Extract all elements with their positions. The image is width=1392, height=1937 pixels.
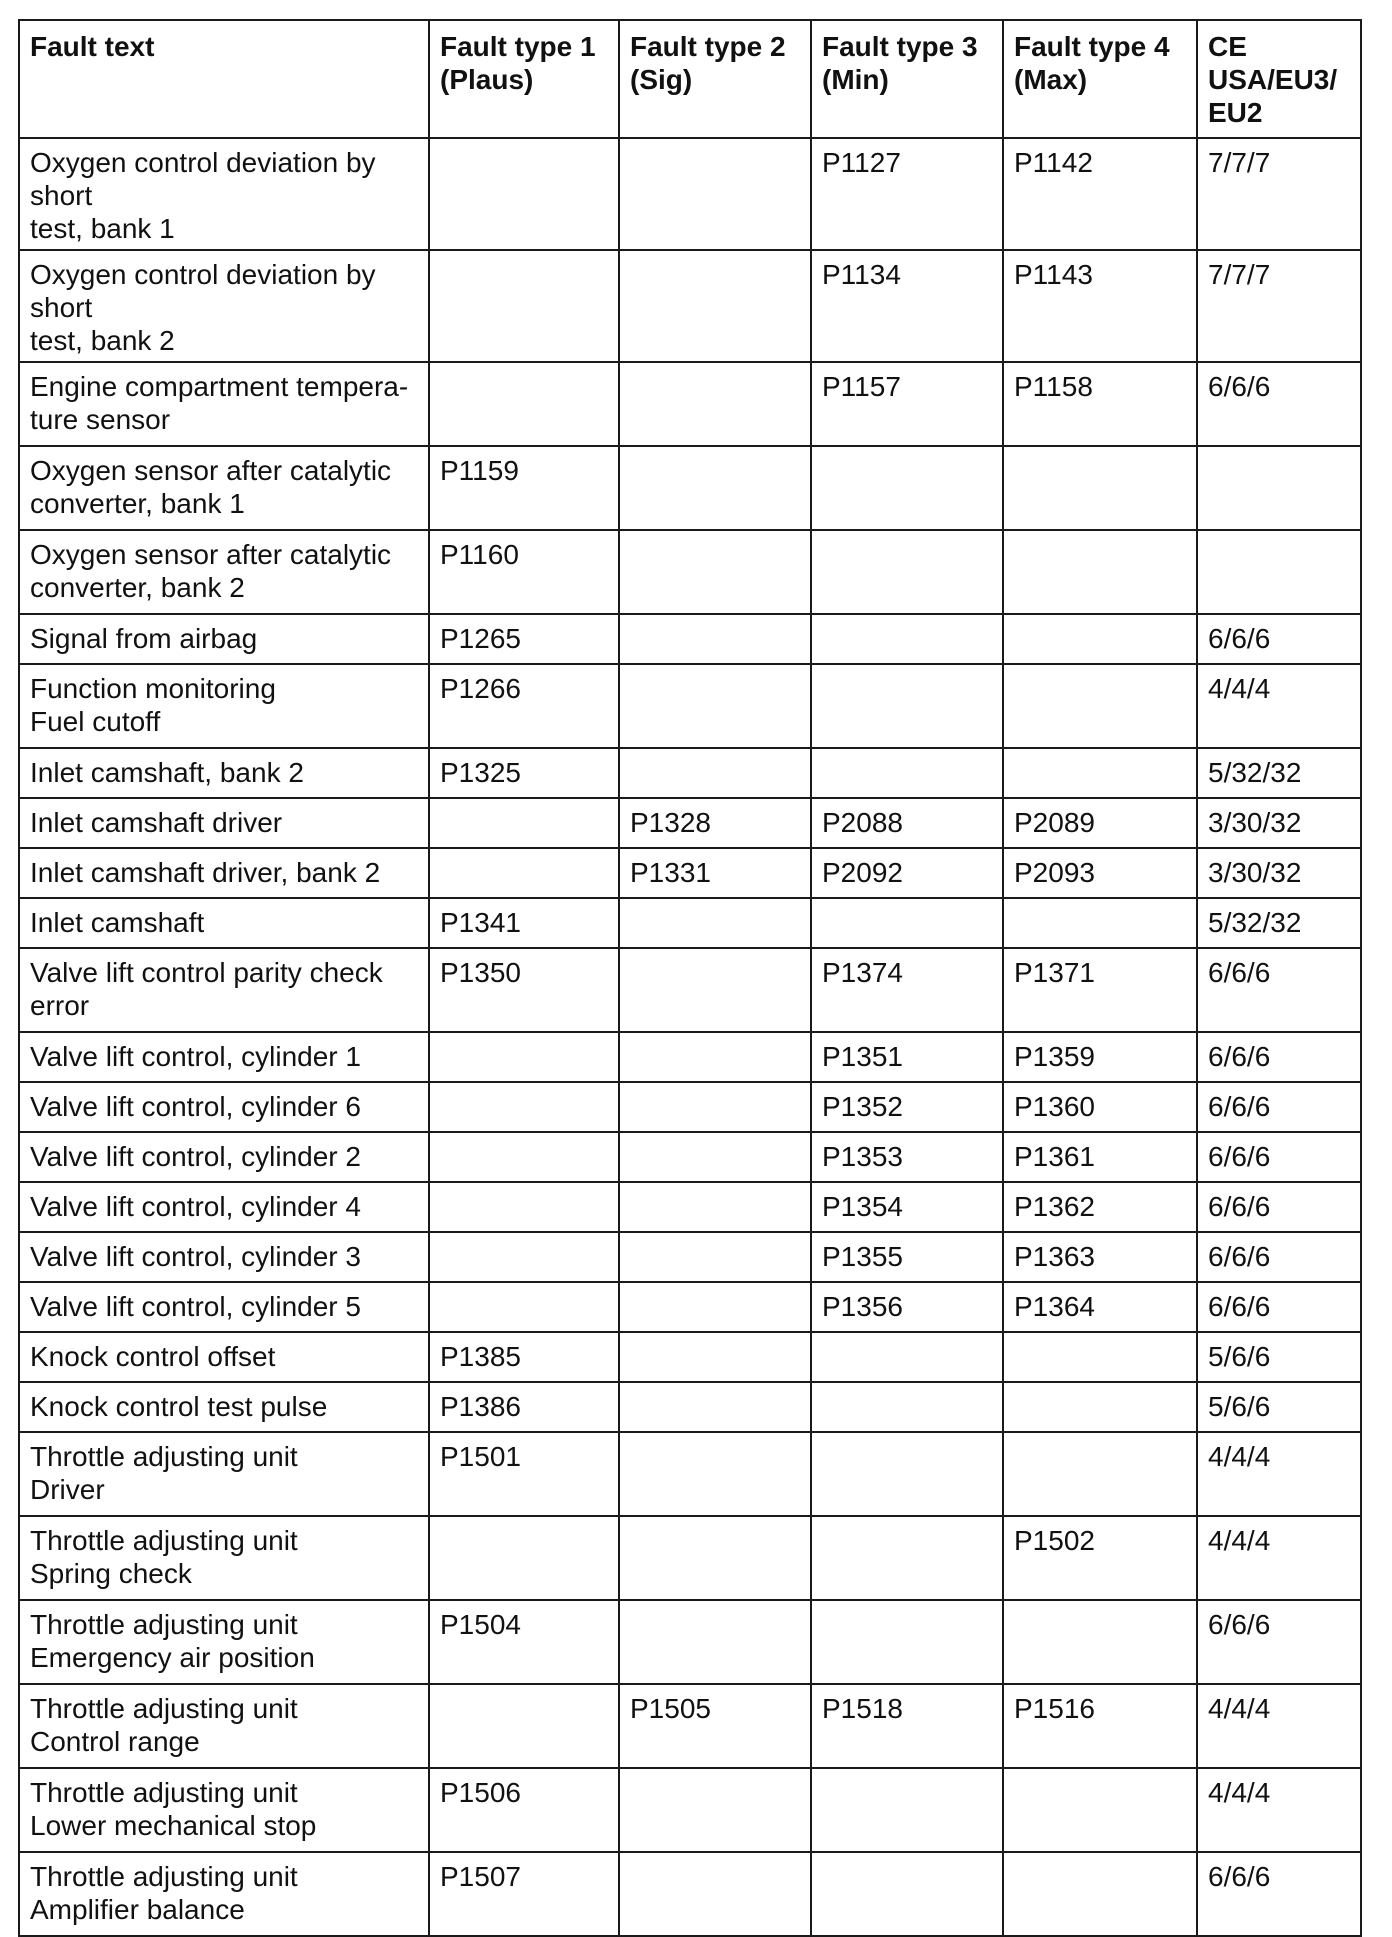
table-row (19, 748, 1361, 798)
fault-type-4-cell (1003, 1332, 1197, 1382)
ce-cell: 7/7/7 (1197, 138, 1361, 250)
fault-type-1-cell: P1350 (429, 948, 619, 1032)
table-row (19, 1332, 1361, 1382)
fault-type-4-cell: P1363 (1003, 1232, 1197, 1282)
table-body (19, 138, 1361, 1936)
fault-text-cell: Inlet camshaft (19, 898, 429, 948)
fault-text-cell: Throttle adjusting unit Spring check (19, 1516, 429, 1600)
fault-type-3-cell: P1134 (811, 250, 1003, 362)
fault-type-2-cell (619, 614, 811, 664)
ce-cell: 6/6/6 (1197, 948, 1361, 1032)
fault-type-4-cell: P1362 (1003, 1182, 1197, 1232)
fault-text-cell: Function monitoring Fuel cutoff (19, 664, 429, 748)
fault-type-4-cell: P1142 (1003, 138, 1197, 250)
fault-type-1-cell: P1266 (429, 664, 619, 748)
fault-text-cell: Oxygen sensor after catalytic converter, bank 1 (19, 446, 429, 530)
header-fault-type-1: Fault type 1 (Plaus) (429, 20, 619, 138)
fault-text-cell: Throttle adjusting unit Control range (19, 1684, 429, 1768)
table-row (19, 1768, 1361, 1852)
fault-type-4-cell: P1361 (1003, 1132, 1197, 1182)
ce-cell: 6/6/6 (1197, 1182, 1361, 1232)
ce-cell: 4/4/4 (1197, 1516, 1361, 1600)
fault-type-2-cell: P1328 (619, 798, 811, 848)
fault-type-2-cell (619, 1516, 811, 1600)
ce-cell: 6/6/6 (1197, 1132, 1361, 1182)
table-row (19, 1600, 1361, 1684)
fault-code-table (18, 19, 1362, 1937)
table-row (19, 1432, 1361, 1516)
ce-cell: 4/4/4 (1197, 1768, 1361, 1852)
fault-type-3-cell: P2088 (811, 798, 1003, 848)
fault-type-3-cell: P1354 (811, 1182, 1003, 1232)
fault-type-1-cell (429, 250, 619, 362)
fault-type-2-cell (619, 664, 811, 748)
header-ce: CE USA/EU3/ EU2 (1197, 20, 1361, 138)
fault-text-cell: Throttle adjusting unit Emergency air position (19, 1600, 429, 1684)
fault-type-2-cell: P1505 (619, 1684, 811, 1768)
fault-type-2-cell: P1331 (619, 848, 811, 898)
fault-type-3-cell (811, 1600, 1003, 1684)
fault-type-1-cell: P1325 (429, 748, 619, 798)
fault-text-cell: Valve lift control, cylinder 2 (19, 1132, 429, 1182)
fault-type-2-cell (619, 1852, 811, 1936)
fault-text-cell: Throttle adjusting unit Lower mechanical stop (19, 1768, 429, 1852)
fault-type-4-cell (1003, 530, 1197, 614)
fault-text-cell: Throttle adjusting unit Driver (19, 1432, 429, 1516)
table-row (19, 1182, 1361, 1232)
fault-type-1-cell (429, 798, 619, 848)
fault-text-cell: Valve lift control, cylinder 1 (19, 1032, 429, 1082)
fault-type-2-cell (619, 1768, 811, 1852)
ce-cell: 6/6/6 (1197, 1852, 1361, 1936)
fault-type-1-cell (429, 138, 619, 250)
ce-cell: 3/30/32 (1197, 798, 1361, 848)
fault-type-4-cell: P1359 (1003, 1032, 1197, 1082)
fault-type-3-cell: P1518 (811, 1684, 1003, 1768)
fault-type-1-cell: P1501 (429, 1432, 619, 1516)
fault-type-2-cell (619, 1232, 811, 1282)
fault-type-1-cell: P1504 (429, 1600, 619, 1684)
fault-text-cell: Valve lift control, cylinder 4 (19, 1182, 429, 1232)
fault-type-2-cell (619, 1132, 811, 1182)
fault-type-2-cell (619, 1182, 811, 1232)
fault-type-4-cell (1003, 1432, 1197, 1516)
table-row (19, 1032, 1361, 1082)
table-row (19, 614, 1361, 664)
ce-cell: 6/6/6 (1197, 1032, 1361, 1082)
ce-cell (1197, 530, 1361, 614)
ce-cell: 4/4/4 (1197, 1432, 1361, 1516)
ce-cell: 7/7/7 (1197, 250, 1361, 362)
fault-type-4-cell (1003, 664, 1197, 748)
fault-type-1-cell (429, 362, 619, 446)
table-row (19, 948, 1361, 1032)
fault-type-1-cell (429, 1182, 619, 1232)
fault-type-1-cell: P1507 (429, 1852, 619, 1936)
table-row (19, 1684, 1361, 1768)
fault-type-4-cell: P1143 (1003, 250, 1197, 362)
header-row (19, 20, 1361, 138)
ce-cell: 6/6/6 (1197, 1232, 1361, 1282)
fault-text-cell: Knock control test pulse (19, 1382, 429, 1432)
fault-type-3-cell: P1352 (811, 1082, 1003, 1132)
fault-type-3-cell: P2092 (811, 848, 1003, 898)
fault-type-3-cell (811, 898, 1003, 948)
fault-type-3-cell: P1353 (811, 1132, 1003, 1182)
fault-type-4-cell: P1371 (1003, 948, 1197, 1032)
fault-type-4-cell: P1502 (1003, 1516, 1197, 1600)
fault-type-4-cell (1003, 748, 1197, 798)
ce-cell: 5/6/6 (1197, 1382, 1361, 1432)
fault-type-2-cell (619, 1282, 811, 1332)
fault-type-2-cell (619, 530, 811, 614)
fault-type-4-cell (1003, 614, 1197, 664)
fault-text-cell: Valve lift control parity check error (19, 948, 429, 1032)
fault-text-cell: Throttle adjusting unit Amplifier balance (19, 1852, 429, 1936)
fault-type-3-cell (811, 1768, 1003, 1852)
fault-type-3-cell (811, 614, 1003, 664)
header-fault-text: Fault text (19, 20, 429, 138)
fault-type-3-cell (811, 530, 1003, 614)
ce-cell: 5/32/32 (1197, 748, 1361, 798)
table-row (19, 1082, 1361, 1132)
ce-cell: 6/6/6 (1197, 1600, 1361, 1684)
fault-type-1-cell (429, 1232, 619, 1282)
ce-cell: 4/4/4 (1197, 1684, 1361, 1768)
ce-cell: 6/6/6 (1197, 362, 1361, 446)
fault-text-cell: Signal from airbag (19, 614, 429, 664)
table-row (19, 1132, 1361, 1182)
table-row (19, 250, 1361, 362)
fault-type-1-cell (429, 1684, 619, 1768)
fault-type-1-cell: P1341 (429, 898, 619, 948)
fault-type-3-cell (811, 1382, 1003, 1432)
fault-type-1-cell (429, 1282, 619, 1332)
ce-cell: 6/6/6 (1197, 1282, 1361, 1332)
fault-type-4-cell (1003, 1382, 1197, 1432)
fault-type-1-cell: P1160 (429, 530, 619, 614)
fault-type-4-cell: P2093 (1003, 848, 1197, 898)
table-row (19, 1382, 1361, 1432)
fault-type-2-cell (619, 1082, 811, 1132)
table-row (19, 1282, 1361, 1332)
table-row (19, 798, 1361, 848)
table-row (19, 446, 1361, 530)
fault-type-3-cell: P1127 (811, 138, 1003, 250)
fault-type-4-cell (1003, 1852, 1197, 1936)
fault-type-2-cell (619, 250, 811, 362)
fault-type-3-cell (811, 446, 1003, 530)
fault-type-1-cell: P1265 (429, 614, 619, 664)
header-fault-type-3: Fault type 3 (Min) (811, 20, 1003, 138)
fault-type-1-cell (429, 1516, 619, 1600)
table-row (19, 362, 1361, 446)
ce-cell: 6/6/6 (1197, 614, 1361, 664)
fault-type-1-cell (429, 848, 619, 898)
ce-cell: 6/6/6 (1197, 1082, 1361, 1132)
fault-type-1-cell: P1506 (429, 1768, 619, 1852)
fault-type-1-cell (429, 1032, 619, 1082)
ce-cell: 5/6/6 (1197, 1332, 1361, 1382)
fault-text-cell: Inlet camshaft driver, bank 2 (19, 848, 429, 898)
ce-cell: 3/30/32 (1197, 848, 1361, 898)
fault-type-1-cell (429, 1132, 619, 1182)
fault-type-2-cell (619, 748, 811, 798)
fault-type-1-cell: P1159 (429, 446, 619, 530)
table-row (19, 1852, 1361, 1936)
fault-type-4-cell (1003, 1768, 1197, 1852)
fault-type-3-cell: P1356 (811, 1282, 1003, 1332)
fault-text-cell: Oxygen sensor after catalytic converter, bank 2 (19, 530, 429, 614)
fault-text-cell: Valve lift control, cylinder 5 (19, 1282, 429, 1332)
fault-type-1-cell: P1385 (429, 1332, 619, 1382)
table-row (19, 138, 1361, 250)
fault-type-3-cell: P1351 (811, 1032, 1003, 1082)
fault-type-4-cell: P1364 (1003, 1282, 1197, 1332)
fault-type-4-cell (1003, 446, 1197, 530)
fault-type-3-cell (811, 1332, 1003, 1382)
fault-type-2-cell (619, 1032, 811, 1082)
table-row (19, 1232, 1361, 1282)
fault-type-4-cell: P1360 (1003, 1082, 1197, 1132)
fault-type-4-cell: P1516 (1003, 1684, 1197, 1768)
fault-type-2-cell (619, 362, 811, 446)
fault-type-2-cell (619, 1382, 811, 1432)
fault-type-4-cell (1003, 898, 1197, 948)
fault-type-4-cell: P1158 (1003, 362, 1197, 446)
fault-type-2-cell (619, 1432, 811, 1516)
fault-type-1-cell (429, 1082, 619, 1132)
fault-text-cell: Oxygen control deviation by short test, bank 1 (19, 138, 429, 250)
table-row (19, 530, 1361, 614)
table-row (19, 664, 1361, 748)
fault-type-2-cell (619, 446, 811, 530)
ce-cell: 5/32/32 (1197, 898, 1361, 948)
fault-type-4-cell (1003, 1600, 1197, 1684)
fault-text-cell: Knock control offset (19, 1332, 429, 1382)
fault-text-cell: Inlet camshaft, bank 2 (19, 748, 429, 798)
fault-type-2-cell (619, 948, 811, 1032)
fault-text-cell: Inlet camshaft driver (19, 798, 429, 848)
fault-text-cell: Oxygen control deviation by short test, bank 2 (19, 250, 429, 362)
fault-text-cell: Valve lift control, cylinder 3 (19, 1232, 429, 1282)
table-row (19, 898, 1361, 948)
fault-text-cell: Valve lift control, cylinder 6 (19, 1082, 429, 1132)
fault-type-2-cell (619, 138, 811, 250)
header-fault-type-2: Fault type 2 (Sig) (619, 20, 811, 138)
fault-type-3-cell (811, 664, 1003, 748)
fault-type-2-cell (619, 1600, 811, 1684)
header-fault-type-4: Fault type 4 (Max) (1003, 20, 1197, 138)
ce-cell: 4/4/4 (1197, 664, 1361, 748)
fault-type-2-cell (619, 898, 811, 948)
fault-type-2-cell (619, 1332, 811, 1382)
fault-type-1-cell: P1386 (429, 1382, 619, 1432)
fault-type-3-cell: P1374 (811, 948, 1003, 1032)
fault-type-3-cell (811, 1852, 1003, 1936)
fault-type-3-cell: P1355 (811, 1232, 1003, 1282)
fault-type-3-cell (811, 748, 1003, 798)
table-row (19, 1516, 1361, 1600)
fault-type-3-cell (811, 1432, 1003, 1516)
fault-text-cell: Engine compartment tempera- ture sensor (19, 362, 429, 446)
fault-type-3-cell (811, 1516, 1003, 1600)
table-row (19, 848, 1361, 898)
fault-type-3-cell: P1157 (811, 362, 1003, 446)
fault-type-4-cell: P2089 (1003, 798, 1197, 848)
ce-cell (1197, 446, 1361, 530)
